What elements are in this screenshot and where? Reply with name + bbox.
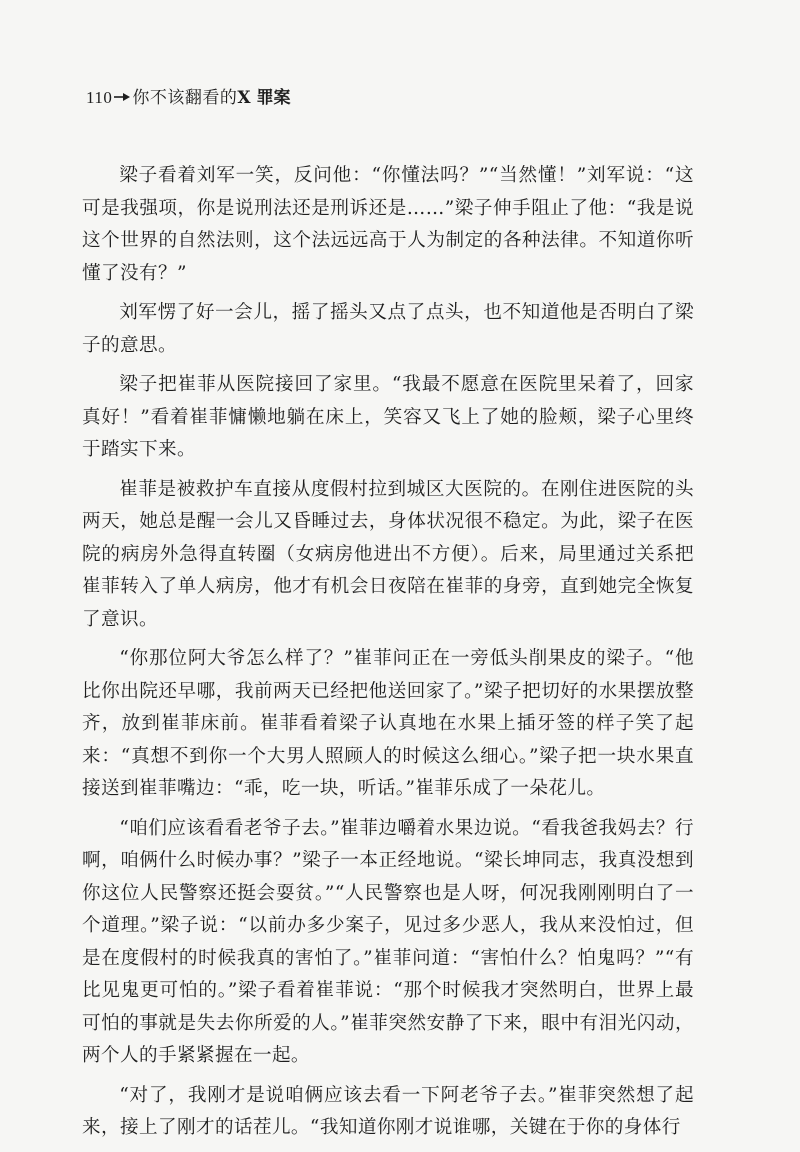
page-number: 110 (86, 88, 113, 107)
book-title-bold: X 罪案 (237, 88, 291, 108)
paragraph: “对了，我刚才是说咱俩应该去看一下阿老爷子去。”崔菲突然想了起来，接上了刚才的话茬儿。“我知道你刚才说谁哪，关键在于你的身体行 (82, 1084, 694, 1138)
paragraph: “你那位阿大爷怎么样了？”崔菲问正在一旁低头削果皮的梁子。“他比你出院还早哪，我前两天已经把他送回家了。”梁子把切好的水果摆放整齐，放到崔菲床前。崔菲看着梁子认真地在水果上插牙签的样子笑了起来：“真想不到你一个大男人照顾人的时候这么细心。”梁子把一块水果直接送到崔菲嘴边：“乖，吃一块，听话。”崔菲乐成了一朵花儿。 (82, 648, 694, 799)
paragraph: 刘军愣了好一会儿，摇了摇头又点了点头，也不知道他是否明白了梁子的意思。 (82, 302, 694, 356)
running-header (86, 84, 726, 112)
paragraph: “咱们应该看看老爷子去。”崔菲边嚼着水果边说。“看我爸我妈去？行啊，咱俩什么时候办事？”梁子一本正经地说。“梁长坤同志，我真没想到你这位人民警察还挺会耍贫。”“人民警察也是人呀，何况我刚刚明白了一个道理。”梁子说：“以前办多少案子，见过多少恶人，我从来没怕过，但是在度假村的时候我真的害怕了。”崔菲问道：“害怕什么？怕鬼吗？”“有比见鬼更可怕的。”梁子看着崔菲说：“那个时候我才突然明白，世界上最可怕的事就是失去你所爱的人。”崔菲突然安静了下来，眼中有泪光闪动，两个人的手紧紧握在一起。 (82, 817, 694, 1066)
paragraph: 梁子把崔菲从医院接回了家里。“我最不愿意在医院里呆着了，回家真好！”看着崔菲慵懒地躺在床上，笑容又飞上了她的脸颊，梁子心里终于踏实下来。 (82, 374, 694, 460)
paragraph: 梁子看着刘军一笑，反问他：“你懂法吗？”“当然懂！”刘军说：“这可是我强项，你是说刑法还是刑诉还是……”梁子伸手阻止了他：“我是说这个世界的自然法则，这个法远远高于人为制定的各种法律。不知道你听懂了没有？” (82, 165, 694, 284)
book-title-prefix: 你不该翻看的 (132, 88, 238, 108)
arrow-right-icon (114, 92, 130, 102)
paragraph: 崔菲是被救护车直接从度假村拉到城区大医院的。在刚住进医院的头两天，她总是醒一会儿又昏睡过去，身体状况很不稳定。为此，梁子在医院的病房外急得直转圈（女病房他进出不方便）。后来，局里通过关系把崔菲转入了单人病房，他才有机会日夜陪在崔菲的身旁，直到她完全恢复了意识。 (82, 478, 694, 630)
body-text (82, 160, 694, 1152)
